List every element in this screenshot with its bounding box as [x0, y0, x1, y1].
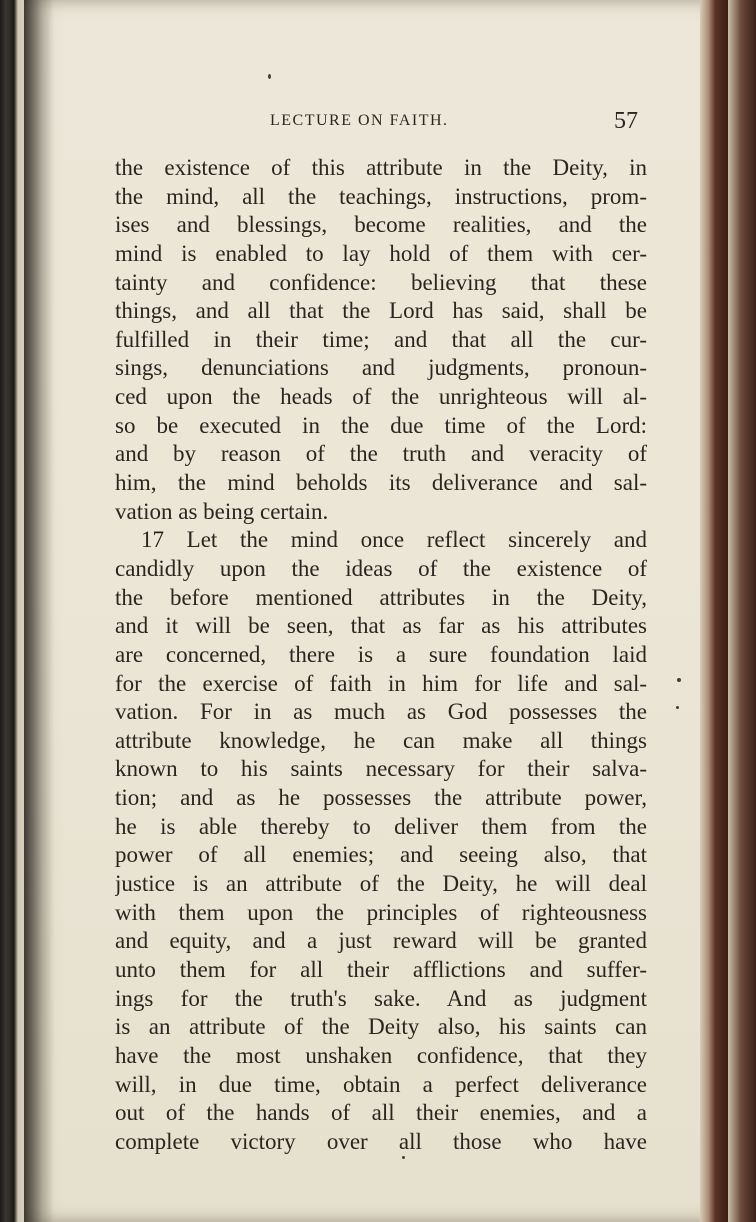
text-line: power of all enemies; and seeing also, that [115, 842, 647, 868]
gutter-shadow [24, 0, 54, 1222]
text-line: him, the mind beholds its deliverance and sal- [115, 470, 647, 496]
text-line: attribute knowledge, he can make all things [115, 727, 647, 753]
text-line: for the exercise of faith in him for life and sal- [115, 670, 647, 696]
text-line: ises and blessings, become realities, and the [115, 212, 647, 238]
text-line: unto them for all their afflictions and suffer- [115, 956, 647, 982]
text-line: vation as being certain. [115, 498, 329, 524]
text-line: out of the hands of all their enemies, and a [115, 1100, 647, 1126]
text-line: he is able thereby to deliver them from the [115, 813, 647, 839]
text-line: the mind, all the teachings, instructions, prom- [115, 183, 647, 209]
text-line: things, and all that the Lord has said, shall be [115, 298, 647, 324]
paper-speck [676, 706, 679, 709]
text-line: is an attribute of the Deity also, his saints can [115, 1014, 647, 1040]
text-line: sings, denunciations and judgments, pronoun- [115, 355, 647, 381]
text-line: vation. For in as much as God possesses the [115, 699, 647, 725]
text-line: tainty and confidence: believing that these [115, 269, 647, 295]
paper-speck [677, 678, 681, 682]
text-line: and by reason of the truth and veracity of [115, 441, 647, 467]
text-line: so be executed in the due time of the Lord: [115, 412, 647, 438]
text-line: known to his saints necessary for their salva- [115, 756, 647, 782]
paper-speck [402, 1156, 405, 1159]
text-line: tion; and as he possesses the attribute power, [115, 785, 647, 811]
text-line: and equity, and a just reward will be granted [115, 928, 647, 954]
text-line: candidly upon the ideas of the existence of [115, 555, 647, 581]
text-line: will, in due time, obtain a perfect deliverance [115, 1071, 647, 1097]
text-line: fulfilled in their time; and that all the cur- [115, 326, 647, 352]
text-line: the existence of this attribute in the Deity, in [115, 155, 647, 180]
text-line: and it will be seen, that as far as his attributes [115, 613, 647, 639]
text-line: 17 Let the mind once reflect sincerely and [141, 527, 647, 553]
text-line: the before mentioned attributes in the Deity, [115, 584, 647, 610]
paper-speck [268, 74, 271, 79]
text-line: ings for the truth's sake. And as judgment [115, 985, 647, 1011]
text-line: ced upon the heads of the unrighteous will al- [115, 384, 647, 410]
page-number: 57 [614, 108, 638, 134]
text-line: complete victory over all those who have [115, 1128, 647, 1154]
body-text [115, 154, 647, 1156]
text-line: have the most unshaken confidence, that they [115, 1042, 647, 1068]
text-line: with them upon the principles of righteousness [115, 899, 647, 925]
page-edge [700, 0, 728, 1222]
text-line: justice is an attribute of the Deity, he will deal [115, 871, 647, 897]
running-head: LECTURE ON FAITH. [270, 112, 449, 129]
text-line: are concerned, there is a sure foundation laid [115, 641, 647, 667]
text-line: mind is enabled to lay hold of them with cer- [115, 240, 647, 266]
